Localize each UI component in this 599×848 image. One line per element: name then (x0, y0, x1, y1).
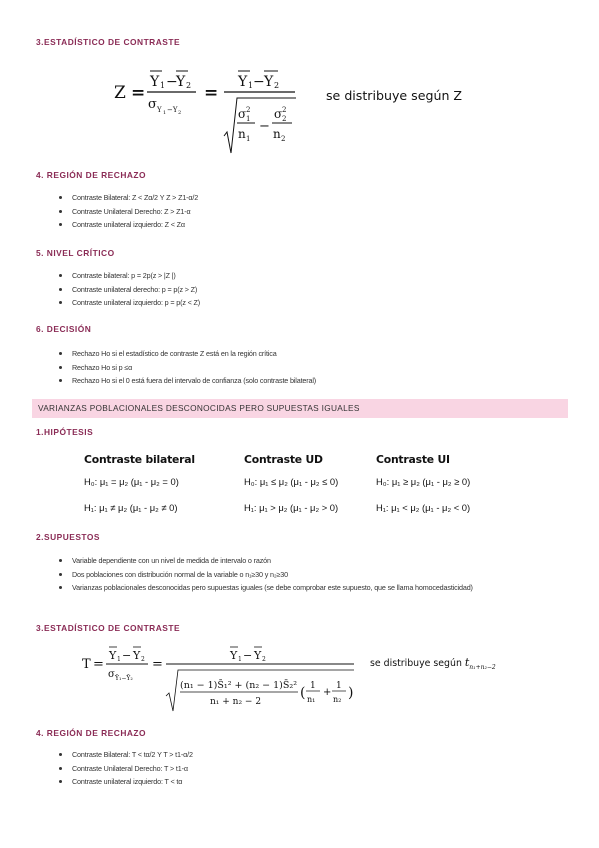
svg-text:2: 2 (282, 115, 287, 123)
svg-text:−: − (253, 74, 265, 90)
svg-text:n: n (238, 127, 246, 141)
svg-text:Y: Y (133, 649, 141, 662)
svg-text:−: − (166, 74, 178, 90)
svg-text:=: = (204, 83, 219, 103)
header-bilateral: Contraste bilateral (84, 452, 195, 466)
svg-text:2: 2 (246, 106, 251, 114)
svg-text:1: 1 (160, 81, 166, 90)
t-distribution-text: se distribuye según (370, 658, 465, 669)
svg-text:−Y: −Y (167, 106, 178, 114)
section-title-nivel-critico: 5. NIVEL CRÍTICO (36, 248, 115, 258)
section-title-estadistico-t: 3.ESTADÍSTICO DE CONTRASTE (36, 623, 181, 633)
h1-bilateral: H₁: μ₁ ≠ μ₂ (μ₁ - μ₂ ≠ 0) (84, 501, 178, 513)
region-rechazo-z-list (56, 191, 198, 232)
nivel-critico-list (56, 269, 200, 310)
t-statistic-formula (80, 640, 360, 714)
svg-text:=: = (152, 657, 163, 672)
svg-text:−: − (259, 119, 270, 134)
svg-text:1: 1 (248, 81, 254, 90)
section-title-estadistico-z: 3.ESTADÍSTICO DE CONTRASTE (36, 37, 181, 47)
header-ui: Contraste UI (376, 452, 450, 466)
svg-text:n: n (273, 127, 281, 141)
section-title-region-rechazo-z: 4. REGIÓN DE RECHAZO (36, 170, 147, 180)
h0-ud: H₀: μ₁ ≤ μ₂ (μ₁ - μ₂ ≤ 0) (244, 475, 339, 487)
list-item: Varianzas poblacionales desconocidas pero supuestas iguales (se debe comprobar este supuesto, que se llama homocedasticidad) (56, 581, 542, 595)
svg-text:1: 1 (163, 110, 167, 116)
z-distribution-note: se distribuye según Z (326, 88, 463, 103)
svg-text:2: 2 (282, 106, 287, 114)
svg-text:1: 1 (246, 115, 251, 123)
svg-text:n₁: n₁ (307, 695, 316, 704)
list-item: Contraste unilateral izquierdo: T < tα (56, 775, 193, 789)
list-item: Variable dependiente con un nivel de medida de intervalo o razón (56, 554, 542, 568)
svg-text:+: + (323, 687, 332, 698)
svg-text:n₂: n₂ (333, 695, 342, 704)
svg-text:Y: Y (150, 74, 160, 90)
t-distribution-note (370, 656, 496, 671)
list-item: Rechazo Ho si el 0 está fuera del intervalo de confianza (solo contraste bilateral) (56, 374, 316, 388)
svg-text:1: 1 (246, 135, 251, 143)
list-item: Contraste Bilateral: T < tα/2 Y T > t1-α/2 (56, 748, 193, 762)
list-item: Contraste Bilateral: Z < Zα/2 Y Z > Z1-α/2 (56, 191, 198, 205)
svg-text:1: 1 (336, 681, 342, 691)
svg-text:Y: Y (109, 649, 117, 662)
svg-text:=: = (93, 657, 104, 672)
header-ud: Contraste UD (244, 452, 323, 466)
svg-text:Y: Y (230, 649, 238, 662)
svg-text:σ: σ (148, 97, 157, 112)
svg-text:σ: σ (274, 107, 283, 121)
list-item: Contraste unilateral izquierdo: p = p(z < Z) (56, 296, 200, 310)
hypotheses-table (84, 450, 506, 520)
decision-list (56, 347, 316, 388)
svg-text:σ: σ (108, 669, 115, 680)
list-item: Contraste Unilateral Derecho: Z > Z1-α (56, 205, 198, 219)
svg-text:Y: Y (157, 106, 162, 114)
h1-ud: H₁: μ₁ > μ₂ (μ₁ - μ₂ > 0) (244, 501, 339, 513)
supuestos-list (56, 554, 542, 595)
h1-ui: H₁: μ₁ < μ₂ (μ₁ - μ₂ < 0) (376, 501, 471, 513)
region-rechazo-t-list (56, 748, 193, 789)
svg-text:2: 2 (186, 81, 192, 90)
list-item: Contraste unilateral izquierdo: Z < Zα (56, 218, 198, 232)
svg-text:Ȳ₁−Ȳ₂: Ȳ₁−Ȳ₂ (115, 675, 133, 682)
svg-text:2: 2 (274, 81, 280, 90)
svg-text:1: 1 (310, 681, 316, 691)
svg-text:−: − (243, 649, 253, 662)
h0-ui: H₀: μ₁ ≥ μ₂ (μ₁ - μ₂ ≥ 0) (376, 475, 471, 487)
t-degrees-freedom: n₁+n₂−2 (469, 663, 496, 671)
list-item: Contraste bilateral: p = 2p(z > |Z |) (56, 269, 200, 283)
z-statistic-formula (110, 62, 320, 158)
svg-text:Y: Y (254, 649, 262, 662)
section-title-hipotesis: 1.HIPÓTESIS (36, 427, 94, 437)
list-item: Rechazo Ho si el estadístico de contraste Z está en la región crítica (56, 347, 316, 361)
section-title-region-rechazo-t: 4. REGIÓN DE RECHAZO (36, 728, 147, 738)
svg-text:Z: Z (114, 83, 126, 103)
svg-text:2: 2 (178, 110, 182, 116)
list-item: Contraste unilateral derecho: p = p(z > Z) (56, 283, 200, 297)
svg-text:2: 2 (281, 135, 286, 143)
svg-text:σ: σ (238, 107, 247, 121)
svg-text:(n₁ − 1)S̄₁² + (n₂ − 1)S̄₂²: (n₁ − 1)S̄₁² + (n₂ − 1)S̄₂² (180, 680, 298, 691)
svg-text:2: 2 (262, 656, 266, 663)
svg-text:Y: Y (264, 74, 274, 90)
h0-bilateral: H₀: μ₁ = μ₂ (μ₁ - μ₂ = 0) (84, 475, 179, 487)
t-symbol: t (464, 656, 470, 669)
section-band-varianzas-iguales (32, 399, 568, 418)
svg-text:2: 2 (141, 656, 145, 663)
svg-text:=: = (131, 83, 146, 103)
svg-text:n₁ + n₂ − 2: n₁ + n₂ − 2 (210, 697, 262, 707)
svg-text:(: ( (300, 685, 306, 701)
list-item: Contraste Unilateral Derecho: T > t1-α (56, 762, 193, 776)
svg-text:1: 1 (238, 656, 242, 663)
svg-text:1: 1 (117, 656, 121, 663)
svg-text:−: − (122, 649, 132, 662)
svg-text:): ) (348, 685, 354, 701)
section-title-supuestos: 2.SUPUESTOS (36, 532, 100, 542)
band-title: VARIANZAS POBLACIONALES DESCONOCIDAS PERO SUPUESTAS IGUALES (38, 403, 360, 413)
list-item: Rechazo Ho si p ≤α (56, 361, 316, 375)
svg-text:Y: Y (176, 74, 186, 90)
list-item: Dos poblaciones con distribución normal de la variable o n₁≥30 y n₂≥30 (56, 568, 542, 582)
svg-text:Y: Y (238, 74, 248, 90)
section-title-decision: 6. DECISIÓN (36, 324, 92, 334)
svg-text:T: T (82, 657, 91, 672)
